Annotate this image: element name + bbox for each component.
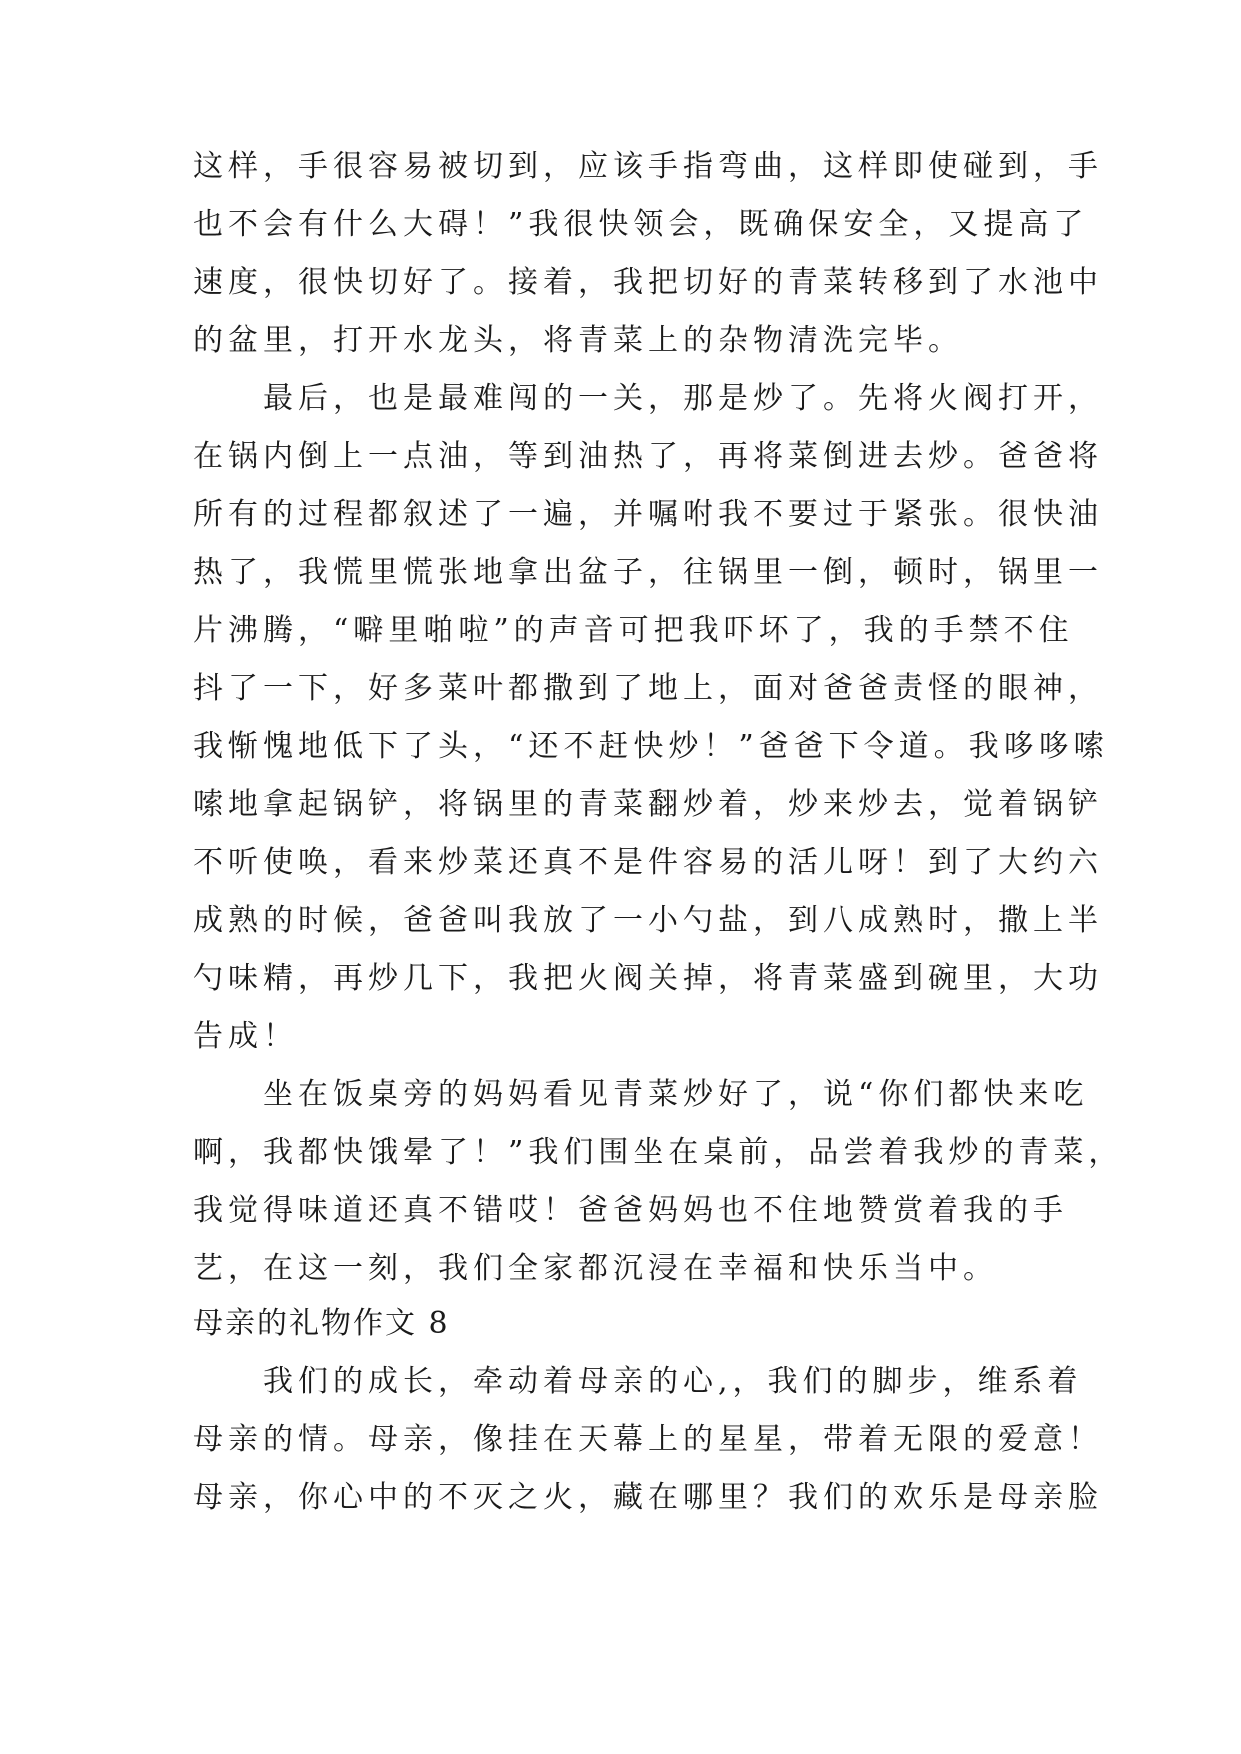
section-heading: 母亲的礼物作文 8 — [193, 1306, 450, 1341]
text-line: 不听使唤，看来炒菜还真不是件容易的活儿呀！到了大约六 — [193, 845, 1103, 880]
text-line: 所有的过程都叙述了一遍，并嘱咐我不要过于紧张。很快油 — [193, 497, 1103, 532]
text-line: 我惭愧地低下了头，“还不赶快炒！”爸爸下令道。我哆哆嗦 — [193, 729, 1109, 764]
text-line: 最后，也是最难闯的一关，那是炒了。先将火阀打开， — [193, 381, 1103, 416]
text-line: 成熟的时候，爸爸叫我放了一小勺盐，到八成熟时，撒上半 — [193, 903, 1103, 938]
text-line: 这样，手很容易被切到，应该手指弯曲，这样即使碰到，手 — [193, 149, 1103, 184]
text-line: 母亲，你心中的不灭之火，藏在哪里？我们的欢乐是母亲脸 — [193, 1480, 1103, 1515]
text-line: 热了，我慌里慌张地拿出盆子，往锅里一倒，顿时，锅里一 — [193, 555, 1103, 590]
text-line: 抖了一下，好多菜叶都撒到了地上，面对爸爸责怪的眼神， — [193, 671, 1103, 706]
text-line: 嗦地拿起锅铲，将锅里的青菜翻炒着，炒来炒去，觉着锅铲 — [193, 787, 1103, 822]
text-line: 告成！ — [193, 1019, 298, 1054]
text-line: 的盆里，打开水龙头，将青菜上的杂物清洗完毕。 — [193, 323, 963, 358]
text-line: 母亲的情。母亲，像挂在天幕上的星星，带着无限的爱意！ — [193, 1422, 1103, 1457]
text-line: 在锅内倒上一点油，等到油热了，再将菜倒进去炒。爸爸将 — [193, 439, 1103, 474]
text-line: 啊，我都快饿晕了！”我们围坐在桌前，品尝着我炒的青菜， — [193, 1135, 1124, 1170]
text-line: 我们的成长，牵动着母亲的心,，我们的脚步，维系着 — [193, 1364, 1083, 1399]
text-line: 速度，很快切好了。接着，我把切好的青菜转移到了水池中 — [193, 265, 1103, 300]
text-line: 我觉得味道还真不错哎！爸爸妈妈也不住地赞赏着我的手 — [193, 1193, 1068, 1228]
text-line: 也不会有什么大碍！”我很快领会，既确保安全，又提高了 — [193, 207, 1089, 242]
text-line: 艺，在这一刻，我们全家都沉浸在幸福和快乐当中。 — [193, 1251, 998, 1286]
text-line: 坐在饭桌旁的妈妈看见青菜炒好了，说“你们都快来吃 — [193, 1077, 1089, 1112]
text-line: 片沸腾，“噼里啪啦”的声音可把我吓坏了，我的手禁不住 — [193, 613, 1074, 648]
text-line: 勺味精，再炒几下，我把火阀关掉，将青菜盛到碗里，大功 — [193, 961, 1103, 996]
